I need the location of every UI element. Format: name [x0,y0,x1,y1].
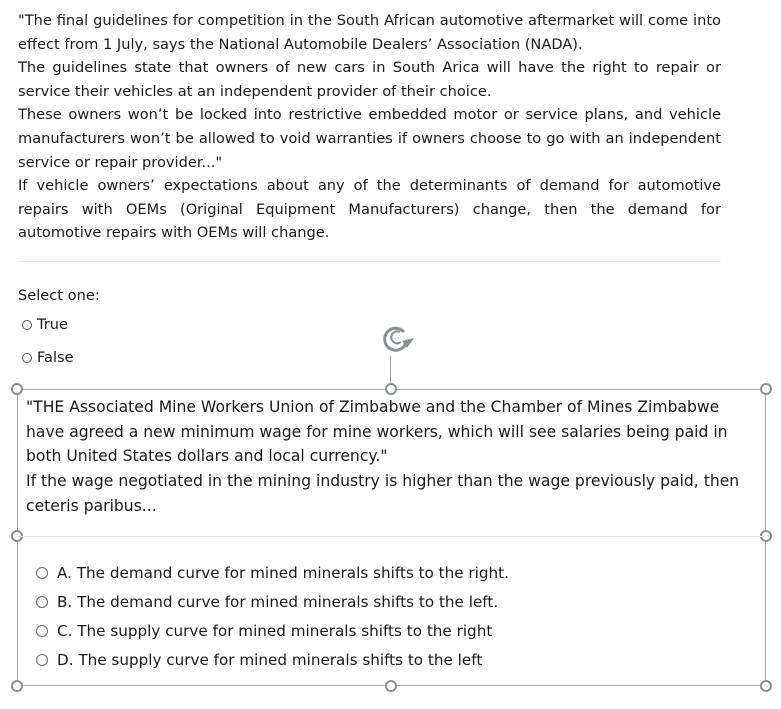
option-d[interactable] [36,651,482,669]
question2-paragraph: "THE Associated Mine Workers Union of Zimbabwe and the Chamber of Mines Zimbabwe have agreed a new minimum wage for mine workers, which will see salaries being paid in both United States dollars and local currency." [26,398,728,466]
option-b[interactable] [36,593,498,611]
question1-paragraph: "The final guidelines for competition in the South African automotive aftermarket will come into effect from 1 July, says the National Automobile Dealers’ Association (NADA). [18,12,721,53]
radio-button[interactable] [36,654,48,666]
option-label: A. The demand curve for mined minerals shifts to the right. [57,564,509,582]
question1-passage [18,9,721,245]
option-label: B. The demand curve for mined minerals shifts to the left. [57,593,499,611]
option-a[interactable] [36,564,509,582]
option-true[interactable] [22,316,68,333]
resize-handle-bottom-right[interactable] [760,680,772,692]
radio-button[interactable] [22,320,32,330]
radio-button[interactable] [36,596,48,608]
divider [18,261,721,262]
option-label: False [37,349,74,366]
question1-paragraph: If vehicle owners’ expectations about any of the determinants of demand for automotive repairs with OEMs (Original Equipment Manufacturers) change, then the demand for automotive repairs with OEMs will change. [18,177,721,242]
question2-paragraph: If the wage negotiated in the mining industry is higher than the wage previously paid, then ceteris paribus... [26,472,740,515]
resize-handle-top-left[interactable] [11,383,23,395]
question1-paragraph: These owners won’t be locked into restrictive embedded motor or service plans, and vehicle manufacturers won’t be allowed to void warranties if owners choose to go with an independent service or repair provider..." [18,106,721,171]
radio-button[interactable] [36,625,48,637]
option-label: C. The supply curve for mined minerals shifts to the right [57,622,493,640]
resize-handle-bottom-left[interactable] [11,680,23,692]
radio-button[interactable] [22,353,32,363]
rotate-stem [390,356,391,385]
resize-handle-top-right[interactable] [760,383,772,395]
option-label: D. The supply curve for mined minerals shifts to the left [57,651,483,669]
option-label: True [37,316,68,333]
resize-handle-bottom-center[interactable] [385,680,397,692]
question1-paragraph: The guidelines state that owners of new cars in South Arica will have the right to repair or service their vehicles at an independent provider of their choice. [18,59,721,100]
select-one-label: Select one: [18,287,100,304]
resize-handle-top-center[interactable] [385,383,397,395]
rotate-icon[interactable] [376,321,416,357]
radio-button[interactable] [36,567,48,579]
question2-passage [26,395,750,519]
divider [18,536,765,537]
option-false[interactable] [22,349,74,366]
option-c[interactable] [36,622,492,640]
